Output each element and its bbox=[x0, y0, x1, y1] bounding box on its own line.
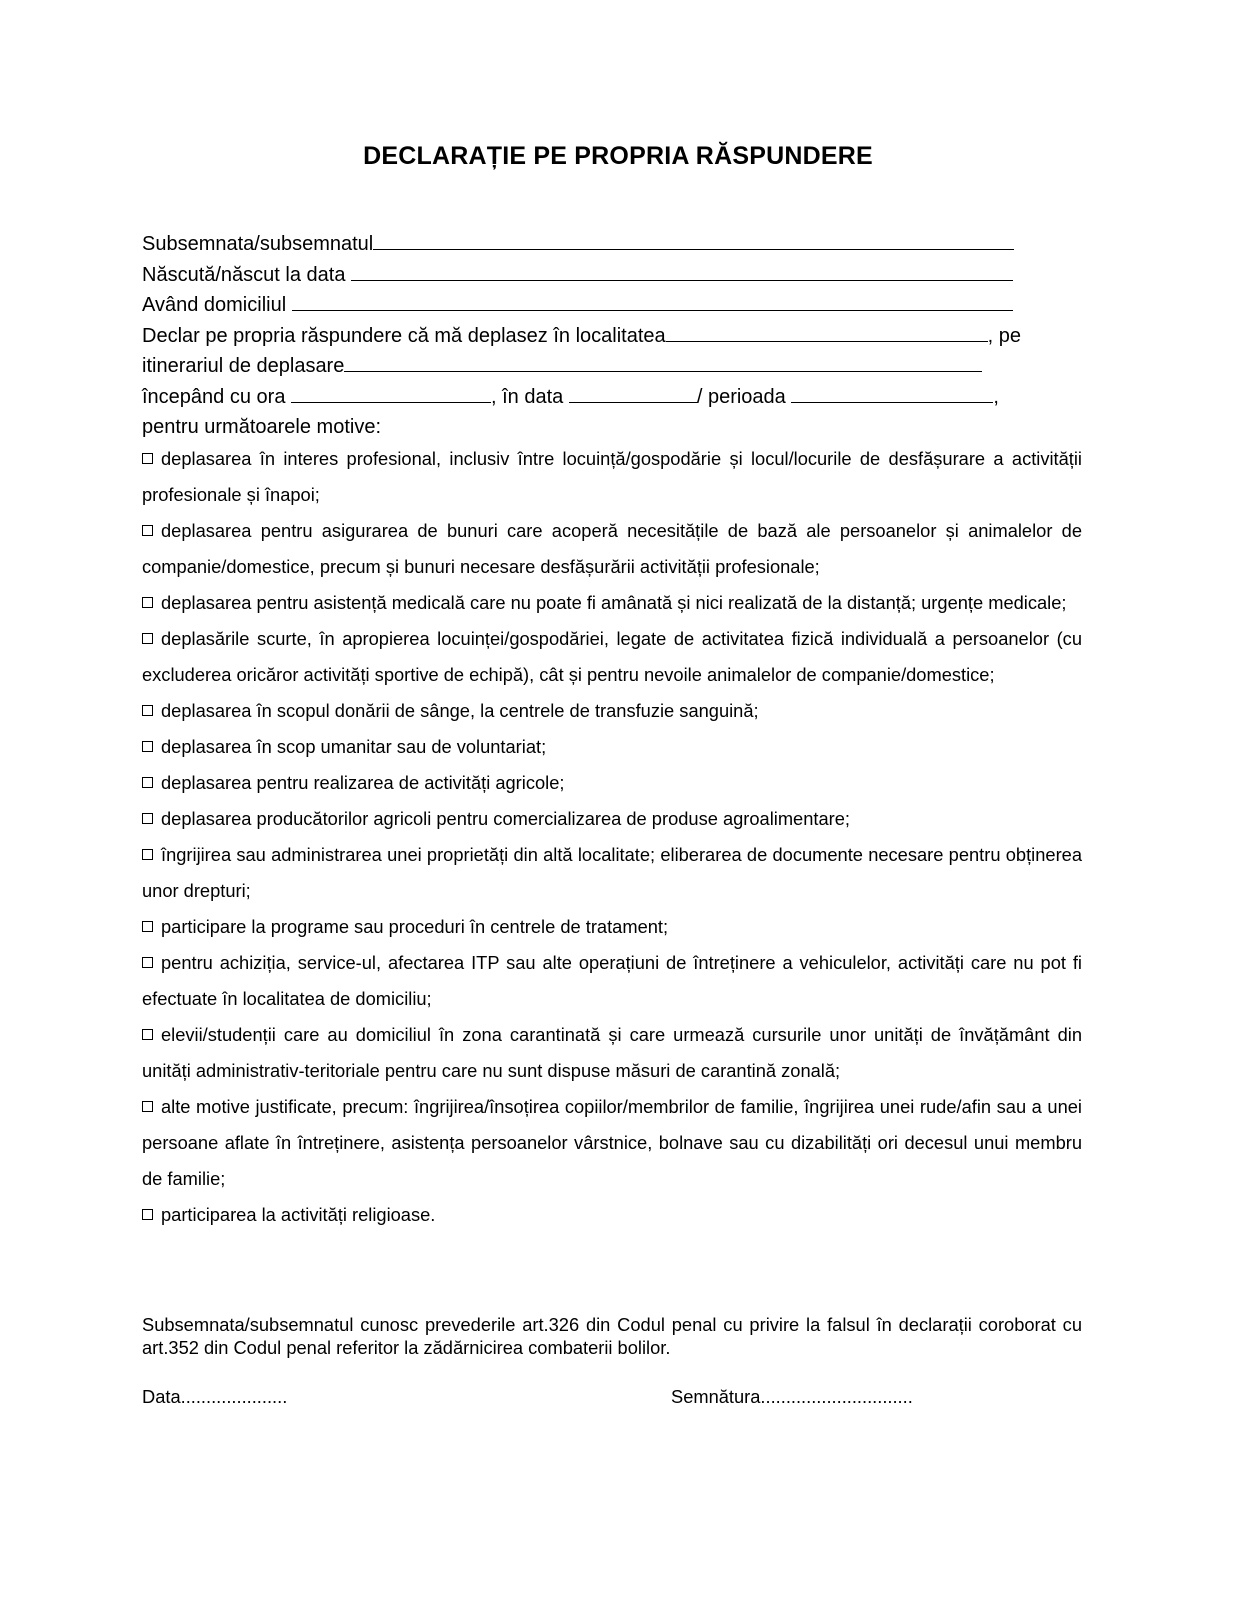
checkbox-icon[interactable] bbox=[142, 1209, 153, 1220]
route-label: itinerariul de deplasare bbox=[142, 355, 345, 378]
motive-item[interactable] bbox=[142, 513, 1082, 585]
checkbox-icon[interactable] bbox=[142, 921, 153, 932]
reasons-intro: pentru următoarele motive: bbox=[142, 415, 382, 438]
motive-item[interactable] bbox=[142, 909, 1082, 945]
motive-text: deplasarea în scopul donării de sânge, la centrele de transfuzie sanguină; bbox=[161, 700, 759, 721]
motive-item[interactable] bbox=[142, 945, 1082, 1017]
period-label: / perioada bbox=[696, 385, 786, 408]
period-blank[interactable] bbox=[791, 381, 993, 403]
motive-text: deplasarea pentru realizarea de activități agricole; bbox=[161, 772, 565, 793]
motive-item[interactable] bbox=[142, 1017, 1082, 1089]
motive-text: deplasările scurte, în apropierea locuinței/gospodăriei, legate de activitatea fizică individuală a persoanelor (cu excluderea oricăror activități sportive de echipă), cât și pentru nevoile animalelor de companie/domestice; bbox=[142, 628, 1082, 685]
motive-text: deplasarea în interes profesional, inclusiv între locuință/gospodărie și locul/locurile de desfășurare a activității profesionale și înapoi; bbox=[142, 448, 1082, 505]
date-blank[interactable] bbox=[569, 381, 697, 403]
motive-text: deplasarea pentru asistență medicală care nu poate fi amânată și nici realizată de la distanță; urgențe medicale; bbox=[161, 592, 1067, 613]
birth-date-blank[interactable] bbox=[351, 259, 1013, 281]
checkbox-icon[interactable] bbox=[142, 813, 153, 824]
checkbox-icon[interactable] bbox=[142, 849, 153, 860]
date-signature-field[interactable]: Data..................... bbox=[142, 1386, 288, 1407]
declare-line bbox=[142, 320, 1082, 351]
motive-text: pentru achiziția, service-ul, afectarea ITP sau alte operațiuni de întreținere a vehiculelor, activități care nu pot fi efectuate în localitatea de domiciliu; bbox=[142, 952, 1082, 1009]
route-line bbox=[142, 350, 1082, 381]
checkbox-icon[interactable] bbox=[142, 525, 153, 536]
motive-text: elevii/studenții care au domiciliul în zona carantinată și care urmează cursurile unor unități de învățământ din unități administrativ-teritoriale pentru care nu sunt dispuse măsuri de carantină zonală; bbox=[142, 1024, 1082, 1081]
motive-item[interactable] bbox=[142, 585, 1082, 621]
birth-line bbox=[142, 259, 1082, 290]
checkbox-icon[interactable] bbox=[142, 633, 153, 644]
motive-item[interactable] bbox=[142, 801, 1082, 837]
checkbox-icon[interactable] bbox=[142, 741, 153, 752]
document-title: DECLARAȚIE PE PROPRIA RĂSPUNDERE bbox=[363, 142, 873, 170]
address-line bbox=[142, 289, 1082, 320]
address-label: Având domiciliul bbox=[142, 294, 287, 317]
personal-fields bbox=[142, 228, 1082, 442]
motive-text: deplasarea producătorilor agricoli pentru comercializarea de produse agroalimentare; bbox=[161, 808, 850, 829]
birth-label: Născută/născut la data bbox=[142, 263, 346, 286]
checkbox-icon[interactable] bbox=[142, 1101, 153, 1112]
address-blank[interactable] bbox=[292, 289, 1013, 311]
motives-list bbox=[142, 441, 1082, 1233]
locality-blank[interactable] bbox=[666, 320, 988, 342]
motive-item[interactable] bbox=[142, 1197, 1082, 1233]
motive-text: deplasarea în scop umanitar sau de voluntariat; bbox=[161, 736, 547, 757]
motive-item[interactable] bbox=[142, 729, 1082, 765]
motive-item[interactable] bbox=[142, 693, 1082, 729]
checkbox-icon[interactable] bbox=[142, 453, 153, 464]
name-label: Subsemnata/subsemnatul bbox=[142, 233, 374, 255]
checkbox-icon[interactable] bbox=[142, 1029, 153, 1040]
declare-label: Declar pe propria răspundere că mă deplasez în localitatea bbox=[142, 324, 666, 347]
hour-label: începând cu ora bbox=[142, 385, 286, 408]
motive-text: participare la programe sau proceduri în centrele de tratament; bbox=[161, 916, 669, 937]
motive-item[interactable] bbox=[142, 1089, 1082, 1197]
name-line bbox=[142, 228, 1082, 259]
motive-text: participarea la activități religioase. bbox=[161, 1204, 436, 1225]
checkbox-icon[interactable] bbox=[142, 705, 153, 716]
motive-text: îngrijirea sau administrarea unei proprietăți din altă localitate; eliberarea de documente necesare pentru obținerea unor drepturi; bbox=[142, 844, 1082, 901]
period-suffix: , bbox=[993, 385, 999, 408]
motive-text: alte motive justificate, precum: îngrijirea/însoțirea copiilor/membrilor de familie, îngrijirea unei rude/afin sau a unei persoane aflate în întreținere, asistența persoanelor vârstnice, bolnave sau cu dizabilități ori decesul unui membru de familie; bbox=[142, 1096, 1082, 1189]
checkbox-icon[interactable] bbox=[142, 957, 153, 968]
motive-item[interactable] bbox=[142, 837, 1082, 909]
motive-text: deplasarea pentru asigurarea de bunuri care acoperă necesitățile de bază ale persoanelor și animalelor de companie/domestice, precum și bunuri necesare desfășurării activității profesionale; bbox=[142, 520, 1082, 577]
date-label: , în data bbox=[491, 385, 564, 408]
time-line bbox=[142, 381, 1082, 412]
motive-item[interactable] bbox=[142, 621, 1082, 693]
reasons-intro-line bbox=[142, 412, 1082, 443]
declare-suffix: , pe bbox=[987, 324, 1021, 347]
hour-blank[interactable] bbox=[291, 381, 491, 403]
checkbox-icon[interactable] bbox=[142, 597, 153, 608]
name-blank[interactable] bbox=[373, 228, 1014, 250]
motive-item[interactable] bbox=[142, 441, 1082, 513]
route-blank[interactable] bbox=[344, 350, 982, 372]
legal-statement: Subsemnata/subsemnatul cunosc prevederile art.326 din Codul penal cu privire la falsul în declarații coroborat cu art.352 din Codul penal referitor la zădărnicirea combaterii bolilor. bbox=[142, 1314, 1082, 1358]
signature-field[interactable]: Semnătura.............................. bbox=[671, 1386, 913, 1407]
motive-item[interactable] bbox=[142, 765, 1082, 801]
checkbox-icon[interactable] bbox=[142, 777, 153, 788]
